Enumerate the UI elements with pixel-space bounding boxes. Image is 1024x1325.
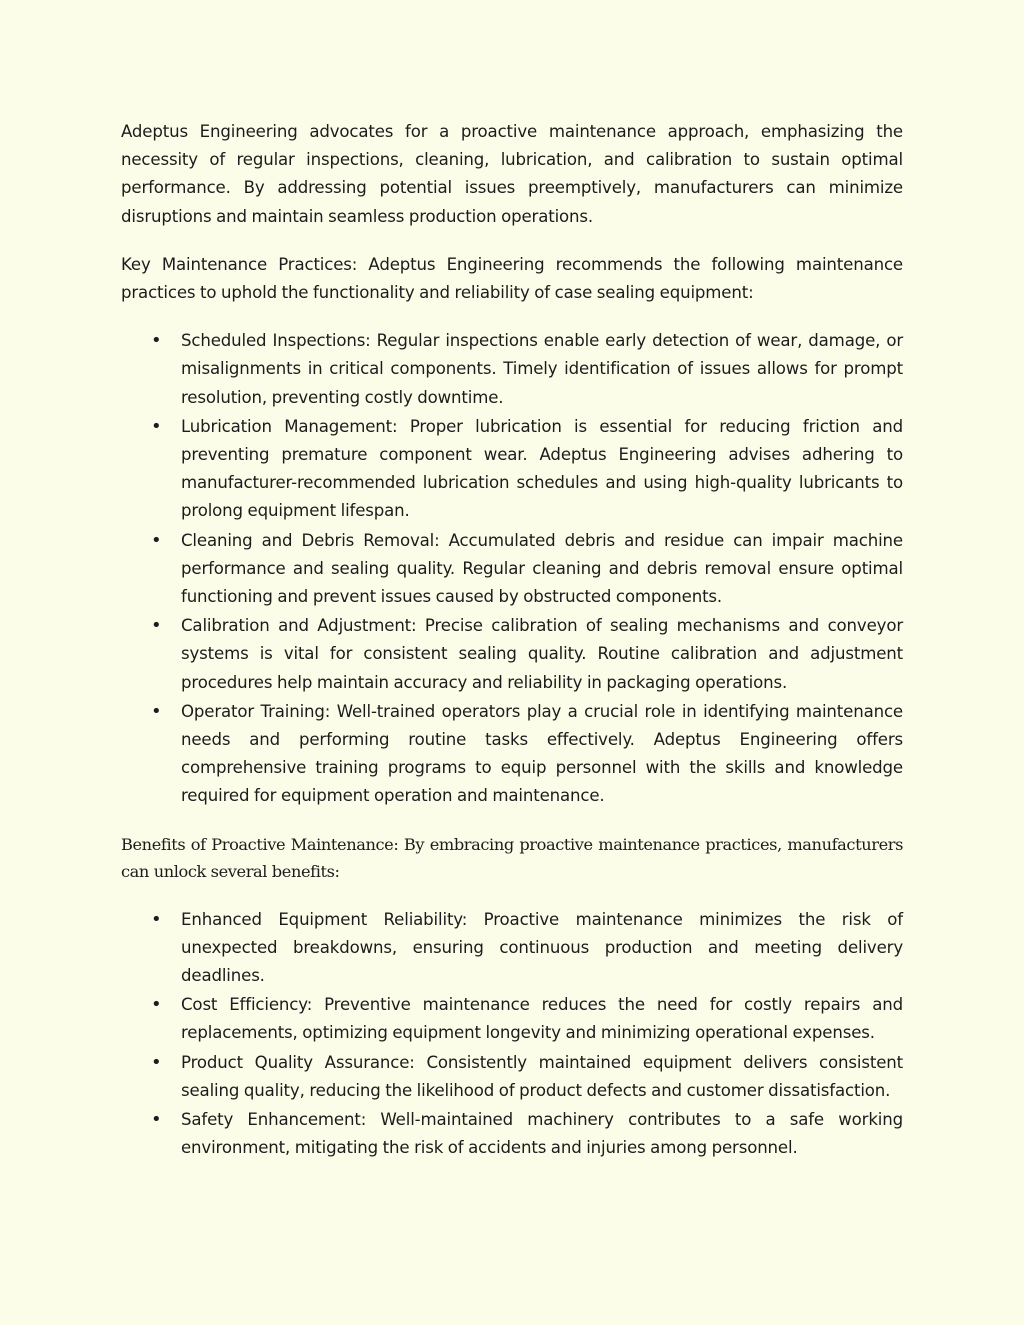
bullet-icon: • [151,415,162,437]
bullet-icon: • [151,1109,162,1131]
list-item-text: Safety Enhancement: Well-maintained machinery contributes to a safe working environment, mitigating the risk of accidents and injuries among personnel. [181,1110,903,1158]
practices-list [121,327,903,810]
list-item-text: Calibration and Adjustment: Precise calibration of sealing mechanisms and conveyor systems is vital for consistent sealing quality. Routine calibration and adjustment procedures help maintain accuracy and reliability in packaging operations. [181,616,903,692]
list-item-text: Operator Training: Well-trained operators play a crucial role in identifying maintenance needs and performing routine tasks effectively. Adeptus Engineering offers comprehensive training programs to equip personnel with the skills and knowledge required for equipment operation and maintenance. [181,701,903,806]
bullet-icon: • [151,994,162,1016]
list-item [121,698,903,811]
list-item [121,906,903,991]
list-item-text: Product Quality Assurance: Consistently maintained equipment delivers consistent sealing quality, reducing the likelihood of product defects and customer dissatisfaction. [181,1052,903,1100]
bullet-icon: • [151,1051,162,1073]
list-item-text: Scheduled Inspections: Regular inspections enable early detection of wear, damage, or misalignments in critical components. Timely identification of issues allows for prompt resolution, preventing costly downtime. [181,331,903,407]
bullet-icon: • [151,908,162,930]
list-item [121,1106,903,1162]
bullet-icon: • [151,615,162,637]
bullet-icon: • [151,700,162,722]
list-item [121,527,903,612]
list-item [121,991,903,1047]
document-page [121,118,903,1183]
list-item-text: Lubrication Management: Proper lubrication is essential for reducing friction and preventing premature component wear. Adeptus Engineering advises adhering to manufacturer-recommended lubrication schedules and using high-quality lubricants to prolong equipment lifespan. [181,416,903,521]
practices-heading: Key Maintenance Practices: Adeptus Engineering recommends the following maintenance practices to uphold the functionality and reliability of case sealing equipment: [121,254,903,303]
benefits-list [121,906,903,1163]
list-item [121,327,903,412]
bullet-icon: • [151,529,162,551]
bullet-icon: • [151,330,162,352]
list-item-text: Cleaning and Debris Removal: Accumulated debris and residue can impair machine performance and sealing quality. Regular cleaning and debris removal ensure optimal functioning and prevent issues caused by obstructed components. [181,530,903,607]
list-item-text: Enhanced Equipment Reliability: Proactive maintenance minimizes the risk of unexpected breakdowns, ensuring continuous production and meeting delivery deadlines. [181,909,903,986]
list-item-text: Cost Efficiency: Preventive maintenance reduces the need for costly repairs and replacements, optimizing equipment longevity and minimizing operational expenses. [181,995,903,1043]
list-item [121,612,903,697]
list-item [121,413,903,526]
intro-paragraph: Adeptus Engineering advocates for a proactive maintenance approach, emphasizing the necessity of regular inspections, cleaning, lubrication, and calibration to sustain optimal performance. By addressing potential issues preemptively, manufacturers can minimize disruptions and maintain seamless production operations. [121,122,903,226]
list-item [121,1049,903,1105]
benefits-heading: Benefits of Proactive Maintenance: By embracing proactive maintenance practices, manufacturers can unlock several benefits: [121,834,903,881]
